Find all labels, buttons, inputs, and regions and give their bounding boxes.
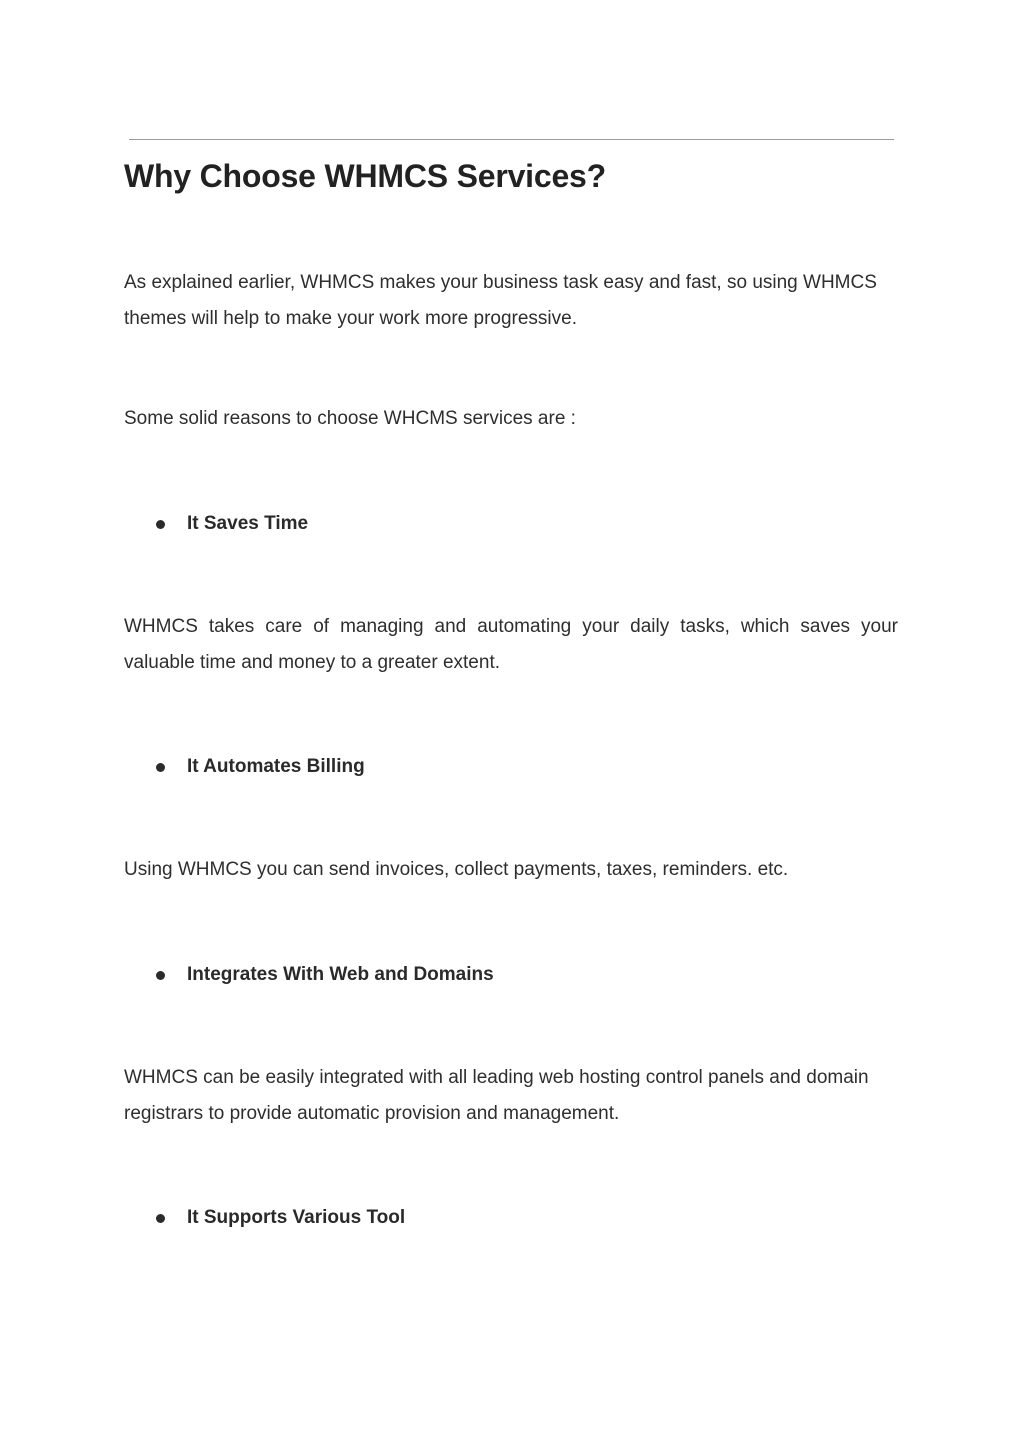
- page-title: Why Choose WHMCS Services?: [124, 158, 607, 194]
- bullet-heading: It Saves Time: [187, 513, 309, 534]
- bullet-icon: [156, 971, 165, 980]
- bullet-heading: It Automates Billing: [187, 756, 365, 777]
- bullet-item-supports-various-tool: [154, 1203, 405, 1233]
- bullet-heading: It Supports Various Tool: [187, 1207, 406, 1228]
- bullet-item-automates-billing: [154, 752, 365, 782]
- bullet-icon: [156, 520, 165, 529]
- section-paragraph-saves-time: WHMCS takes care of managing and automating your daily tasks, which saves your valuable time and money to a greater extent.: [124, 616, 898, 673]
- section-paragraph-automates-billing: Using WHMCS you can send invoices, collect payments, taxes, reminders. etc.: [124, 859, 789, 880]
- bullet-icon: [156, 1214, 165, 1223]
- bullet-heading: Integrates With Web and Domains: [187, 964, 494, 985]
- reasons-lead-paragraph: Some solid reasons to choose WHCMS services are :: [124, 408, 576, 429]
- section-paragraph-integrates-web-domains: WHMCS can be easily integrated with all leading web hosting control panels and domain registrars to provide automatic provision and management.: [124, 1067, 869, 1124]
- bullet-icon: [156, 763, 165, 772]
- bullet-item-saves-time: [154, 509, 308, 539]
- intro-paragraph: As explained earlier, WHMCS makes your business task easy and fast, so using WHMCS themes will help to make your work more progressive.: [124, 272, 877, 329]
- horizontal-divider: [129, 139, 894, 140]
- bullet-item-integrates-web-domains: [154, 960, 494, 990]
